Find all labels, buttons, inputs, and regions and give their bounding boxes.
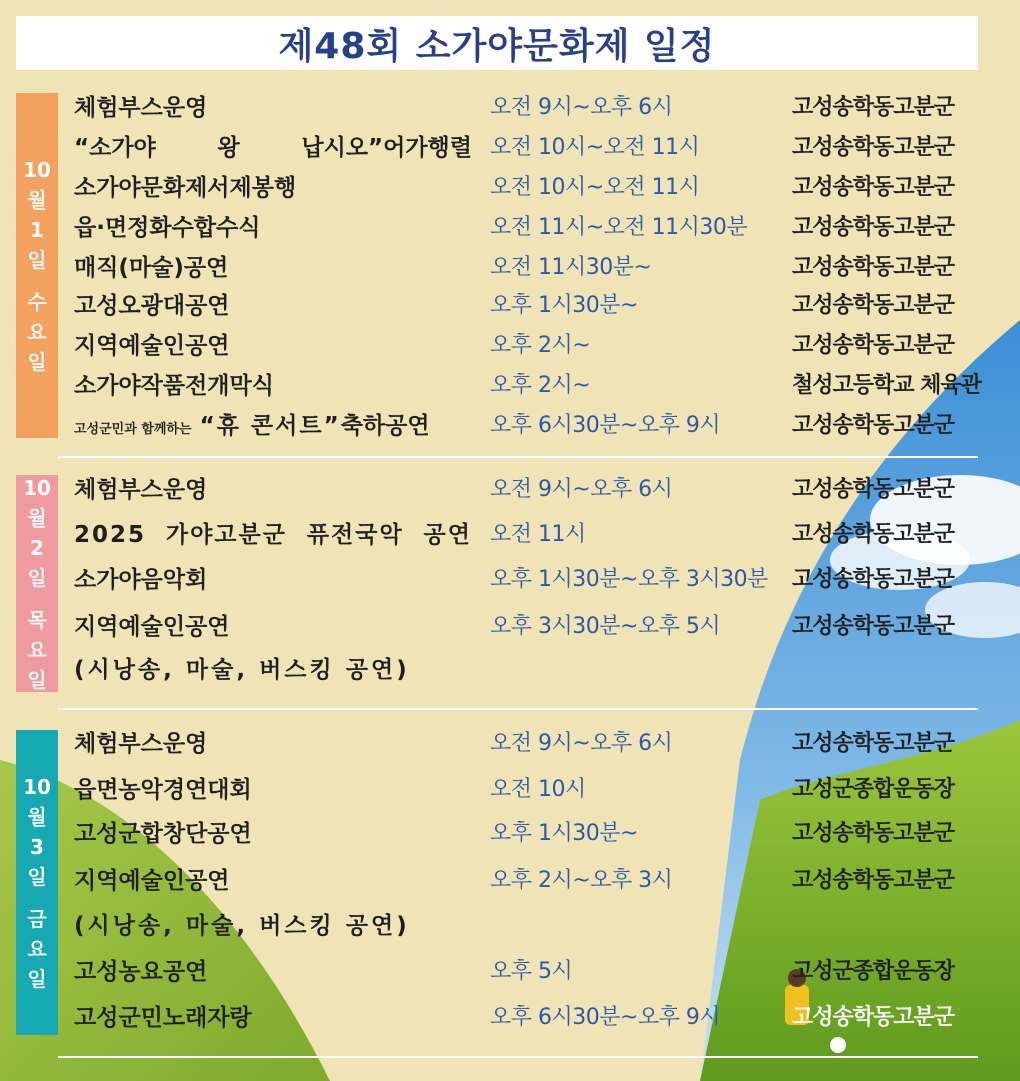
event-time: 오전 10시~오전 11시 — [490, 135, 700, 160]
day-weekday: 목 요 일 — [27, 607, 47, 692]
event-name: 고성군민노래자랑 — [74, 1005, 252, 1031]
event-time: 오전 9시~오후 6시 — [490, 477, 673, 502]
schedule-row — [74, 772, 994, 808]
day-date: 10 월 2 일 — [23, 475, 51, 590]
schedule-row — [74, 908, 994, 944]
event-name: 읍·면정화수합수식 — [74, 215, 261, 241]
event-time: 오후 6시30분~오후 9시 — [490, 1005, 721, 1030]
event-name: 지역예술인공연 — [74, 614, 230, 640]
event-time: 오전 9시~오후 6시 — [490, 731, 673, 756]
schedule-row — [74, 562, 994, 598]
event-time: 오후 1시30분~ — [490, 821, 638, 846]
event-name: 체험부스운영 — [74, 731, 208, 757]
event-name: (시낭송, 마술, 버스킹 공연) — [74, 913, 410, 939]
section-divider — [58, 456, 978, 458]
event-time: 오후 1시30분~ — [490, 293, 638, 318]
schedule-row — [74, 170, 994, 206]
event-time: 오후 6시30분~오후 9시 — [490, 413, 721, 438]
schedule-row — [74, 368, 994, 404]
event-place: 고성송학동고분군 — [792, 175, 955, 200]
event-time: 오전 11시30분~ — [490, 255, 652, 280]
schedule-row — [74, 517, 994, 553]
event-name: “소가야 왕 납시오”어가행렬 — [74, 135, 472, 161]
schedule-row — [74, 816, 994, 852]
event-time: 오전 10시 — [490, 777, 586, 802]
day-weekday: 수 요 일 — [27, 289, 47, 374]
event-place: 고성송학동고분군 — [792, 135, 955, 160]
section-divider — [58, 1056, 978, 1058]
event-place: 고성송학동고분군 — [792, 293, 955, 318]
ball-shape — [830, 1037, 846, 1053]
section-divider — [58, 708, 978, 710]
schedule-row — [74, 472, 994, 508]
event-place: 고성송학동고분군 — [792, 522, 955, 547]
schedule-row — [74, 288, 994, 324]
event-place: 고성송학동고분군 — [792, 255, 955, 280]
event-name: 읍면농악경연대회 — [74, 777, 252, 803]
event-time: 오전 11시~오전 11시30분 — [490, 215, 748, 240]
event-time: 오전 11시 — [490, 522, 586, 547]
event-place: 고성송학동고분군 — [792, 477, 955, 502]
event-place: 철성고등학교 체육관 — [792, 373, 981, 398]
event-place: 고성군종합운동장 — [792, 959, 955, 984]
event-place: 고성송학동고분군 — [792, 731, 955, 756]
schedule-row — [74, 726, 994, 762]
event-name: 체험부스운영 — [74, 95, 208, 121]
schedule-row — [74, 210, 994, 246]
event-name: 체험부스운영 — [74, 477, 208, 503]
schedule-row — [74, 408, 994, 444]
event-name: 소가야음악회 — [74, 567, 208, 593]
schedule-row — [74, 954, 994, 990]
schedule-row — [74, 328, 994, 364]
event-place: 고성송학동고분군 — [792, 868, 955, 893]
day-tab-1 — [16, 93, 58, 438]
event-place: 고성송학동고분군 — [792, 215, 955, 240]
event-name — [74, 408, 472, 444]
schedule-row — [74, 609, 994, 645]
title-bar — [16, 16, 978, 70]
event-name: 고성군합창단공연 — [74, 821, 252, 847]
event-time: 오후 2시~ — [490, 373, 591, 398]
event-time: 오전 10시~오전 11시 — [490, 175, 700, 200]
day-date: 10 월 3 일 — [23, 774, 51, 889]
event-place: 고성송학동고분군 — [792, 567, 955, 592]
event-place: 고성송학동고분군 — [792, 413, 955, 438]
day-tab-2 — [16, 475, 58, 692]
schedule-row — [74, 863, 994, 899]
event-place: 고성송학동고분군 — [792, 333, 955, 358]
event-place: 고성송학동고분군 — [792, 95, 955, 120]
event-name: 소가야문화제서제봉행 — [74, 175, 297, 201]
day-tab-3 — [16, 730, 58, 1035]
event-name: 고성농요공연 — [74, 959, 208, 985]
schedule-row — [74, 130, 994, 166]
event-name-highlight: “휴 콘서트” — [199, 413, 341, 439]
event-time: 오후 3시30분~오후 5시 — [490, 614, 721, 639]
day-weekday: 금 요 일 — [27, 906, 47, 991]
event-name: 고성오광대공연 — [74, 293, 230, 319]
event-name: 지역예술인공연 — [74, 868, 230, 894]
event-name: 매직(마술)공연 — [74, 255, 229, 281]
event-name: 소가야작품전개막식 — [74, 373, 274, 399]
event-name: 2025 가야고분군 퓨전국악 공연 — [74, 522, 472, 548]
page-title: 제48회 소가야문화제 일정 — [278, 25, 716, 67]
event-time: 오후 2시~ — [490, 333, 591, 358]
event-time: 오후 5시 — [490, 959, 573, 984]
event-place: 고성송학동고분군 — [792, 821, 955, 846]
event-time: 오후 1시30분~오후 3시30분 — [490, 567, 768, 592]
event-name-suffix: 축하공연 — [340, 413, 430, 439]
schedule-row — [74, 250, 994, 286]
day-date: 10 월 1 일 — [23, 157, 51, 272]
event-name-prefix: 고성군민과 함께하는 — [74, 422, 192, 437]
event-place: 고성송학동고분군 — [792, 1005, 955, 1030]
event-name: (시낭송, 마술, 버스킹 공연) — [74, 657, 410, 683]
event-place: 고성송학동고분군 — [792, 614, 955, 639]
event-time: 오후 2시~오후 3시 — [490, 868, 673, 893]
event-name: 지역예술인공연 — [74, 333, 230, 359]
schedule-row — [74, 652, 994, 688]
event-time: 오전 9시~오후 6시 — [490, 95, 673, 120]
schedule-row — [74, 1000, 994, 1036]
event-place: 고성군종합운동장 — [792, 777, 955, 802]
schedule-row — [74, 90, 994, 126]
